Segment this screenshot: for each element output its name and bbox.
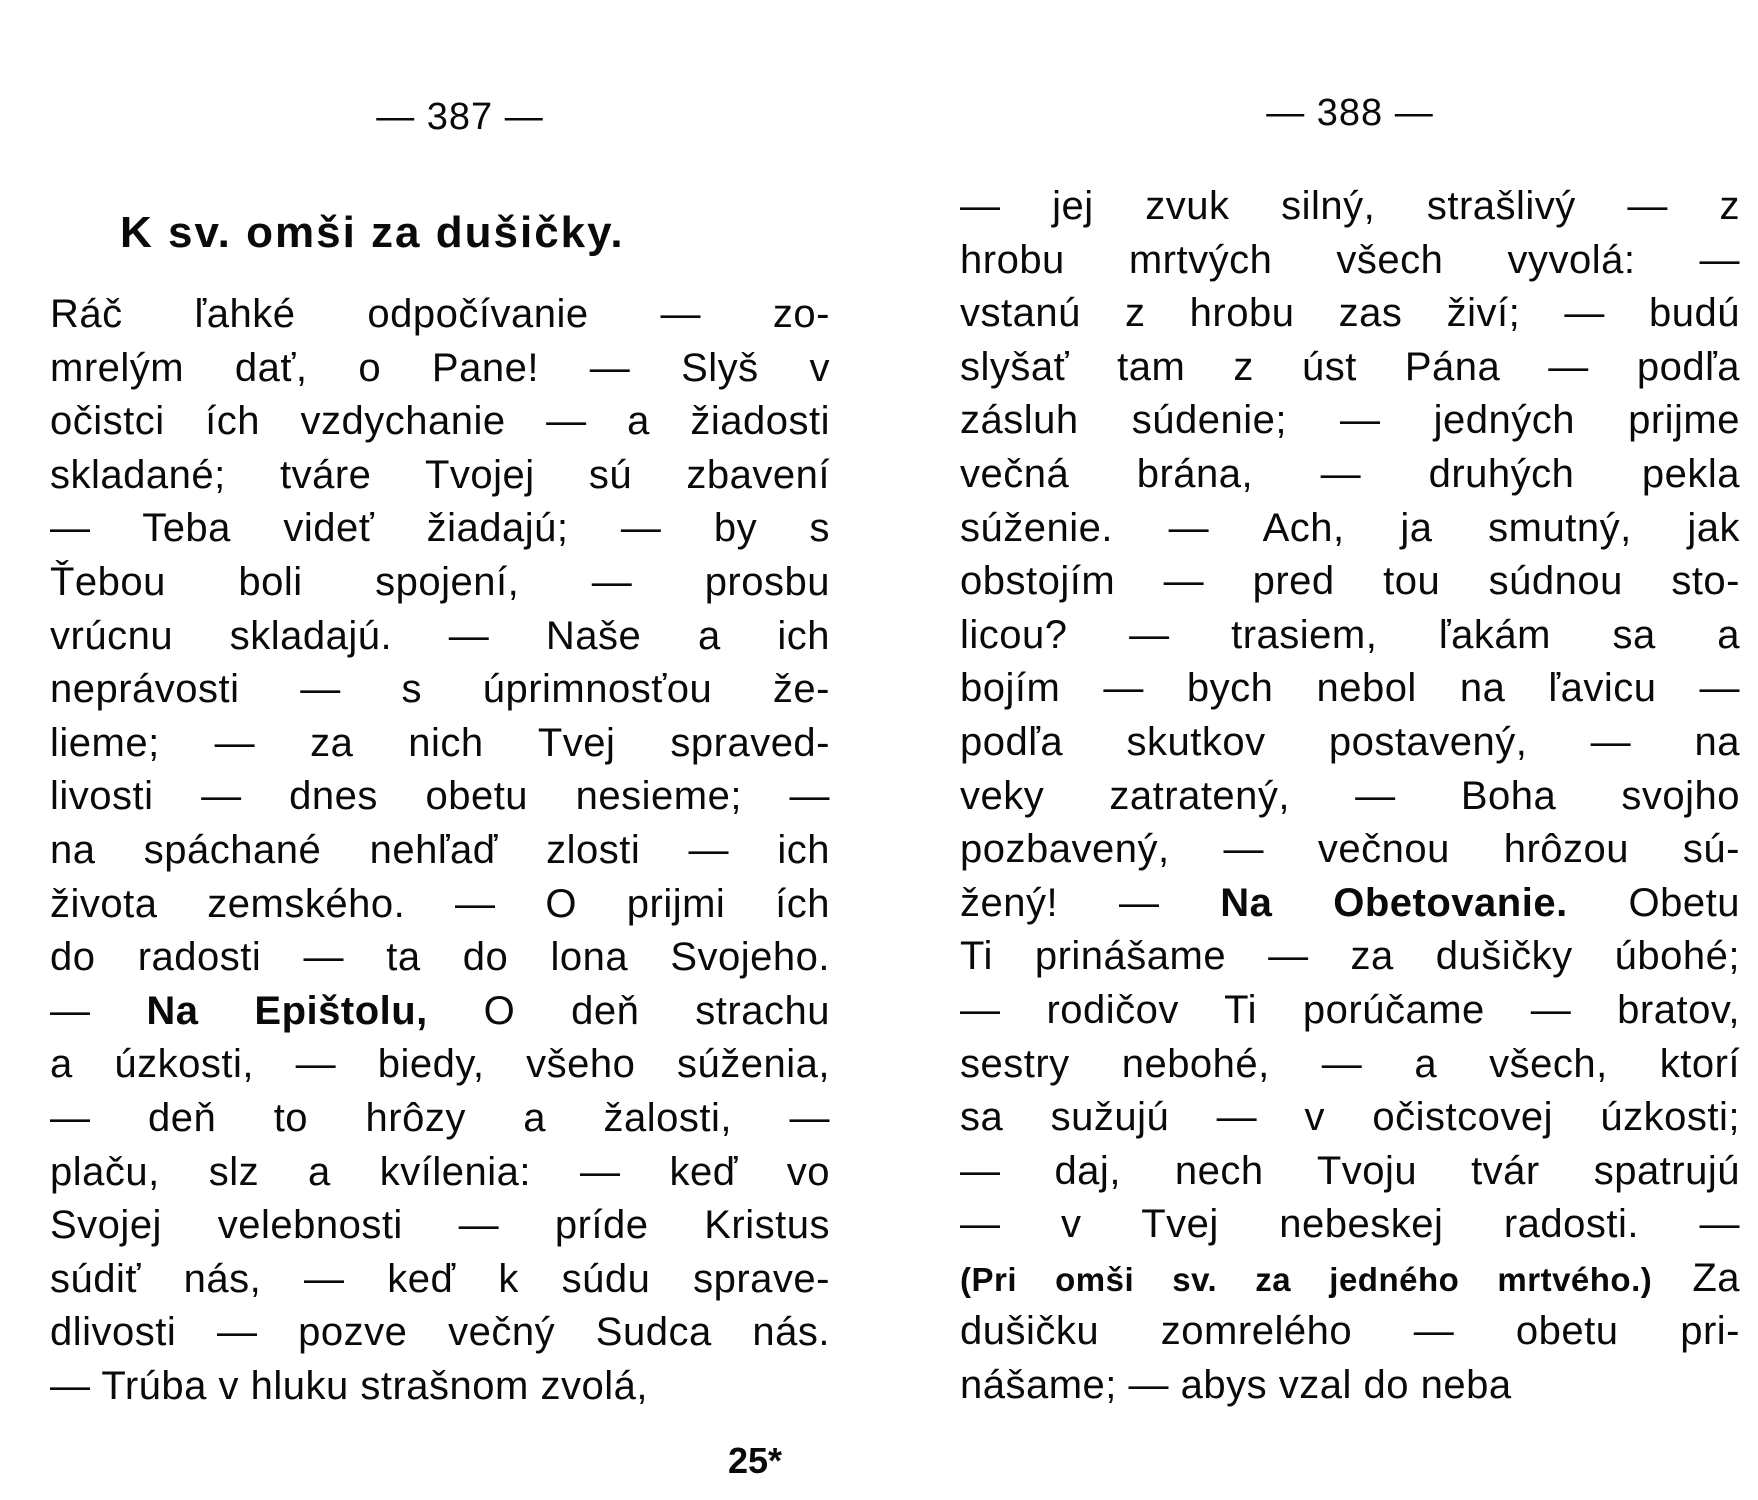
text-line [960,877,1740,931]
rubric-note: (Pri omši sv. za jedného mrtvého.) [960,1260,1653,1298]
section-label: Na Epištolu, [146,988,428,1033]
text-line: a úzkosti, — biedy, všeho súženia, [50,1042,830,1087]
page-number-387: — 387 — [376,96,544,138]
text-line: — rodičov Ti porúčame — bratov, [960,987,1740,1032]
text-line: na spáchané nehľaď zlosti — ich [50,827,830,872]
right-page-text [960,180,1740,1413]
text-line: veky zatratený, — Boha svojho [960,773,1740,818]
text-line: — Teba videť žiadajú; — by s [50,506,830,551]
signature-mark: 25* [728,1440,783,1481]
text-line: vrúcnu skladajú. — Naše a ich [50,613,830,658]
text-line: bojím — bych nebol na ľavicu — [960,666,1740,711]
text-line: Svojej velebnosti — príde Kristus [50,1203,830,1248]
line-prefix: — [50,988,147,1033]
text-line: — jej zvuk silný, strašlivý — z [960,184,1740,228]
text-line: skladané; tváre Tvojej sú zbavení [50,452,830,497]
text-line: lieme; — za nich Tvej spraved- [50,720,830,765]
text-line: mrelým dať, o Pane! — Slyš v [50,345,830,390]
text-line: slyšať tam z úst Pána — podľa [960,344,1740,389]
text-line: plaču, slz a kvílenia: — keď vo [50,1149,830,1194]
text-line [960,1252,1740,1306]
text-line: — v Tvej nebeskej radosti. — [960,1202,1740,1247]
text-line: dušičku zomrelého — obetu pri- [960,1309,1740,1354]
text-line: — deň to hrôzy a žalosti, — [50,1095,830,1140]
right-page [960,0,1740,1500]
text-line: podľa skutkov postavený, — na [960,719,1740,764]
text-line: súdiť nás, — keď k súdu sprave- [50,1256,830,1301]
text-line: do radosti — ta do lona Svojeho. [50,935,830,980]
text-line: Ťebou boli spojení, — prosbu [50,559,830,604]
text-line: večná brána, — druhých pekla [960,451,1740,496]
text-line: neprávosti — s úprimnosťou že- [50,667,830,712]
text-line: života zemského. — O prijmi ích [50,881,830,926]
text-line: sa sužujú — v očistcovej úzkosti; [960,1095,1740,1140]
text-line: dlivosti — pozve večný Sudca nás. [50,1310,830,1355]
left-page [50,0,830,1500]
text-line [50,985,830,1039]
line-suffix: Za [1652,1255,1740,1300]
page-number-388: — 388 — [1266,92,1434,134]
text-line: Ti prinášame — za dušičky úbohé; [960,934,1740,979]
text-line: sestry nebohé, — a všech, ktorí [960,1041,1740,1086]
section-label: Na Obetovanie. [1220,880,1568,925]
text-line: Ráč ľahké odpočívanie — zo- [50,292,830,336]
text-line: obstojím — pred tou súdnou sto- [960,559,1740,604]
text-line: licou? — trasiem, ľakám sa a [960,612,1740,657]
text-line: zásluh súdenie; — jedných prijme [960,398,1740,443]
text-line: nášame; — abys vzal do neba [960,1363,1512,1408]
left-page-text [50,288,830,1413]
text-line: hrobu mrtvých všech vyvolá: — [960,237,1740,282]
text-line: — Trúba v hluku strašnom zvolá, [50,1363,648,1408]
section-heading: K sv. omši za dušičky. [120,208,625,257]
text-line: pozbavený, — večnou hrôzou sú- [960,827,1740,872]
text-line: vstanú z hrobu zas živí; — budú [960,291,1740,336]
line-suffix: Obetu [1567,880,1740,925]
text-line: livosti — dnes obetu nesieme; — [50,774,830,819]
text-line: očistci ích vzdychanie — a žiadosti [50,399,830,444]
text-line: súženie. — Ach, ja smutný, jak [960,505,1740,550]
line-suffix: O deň strachu [427,988,830,1033]
line-prefix: žený! — [960,880,1221,925]
text-line: — daj, nech Tvoju tvár spatrujú [960,1148,1740,1193]
